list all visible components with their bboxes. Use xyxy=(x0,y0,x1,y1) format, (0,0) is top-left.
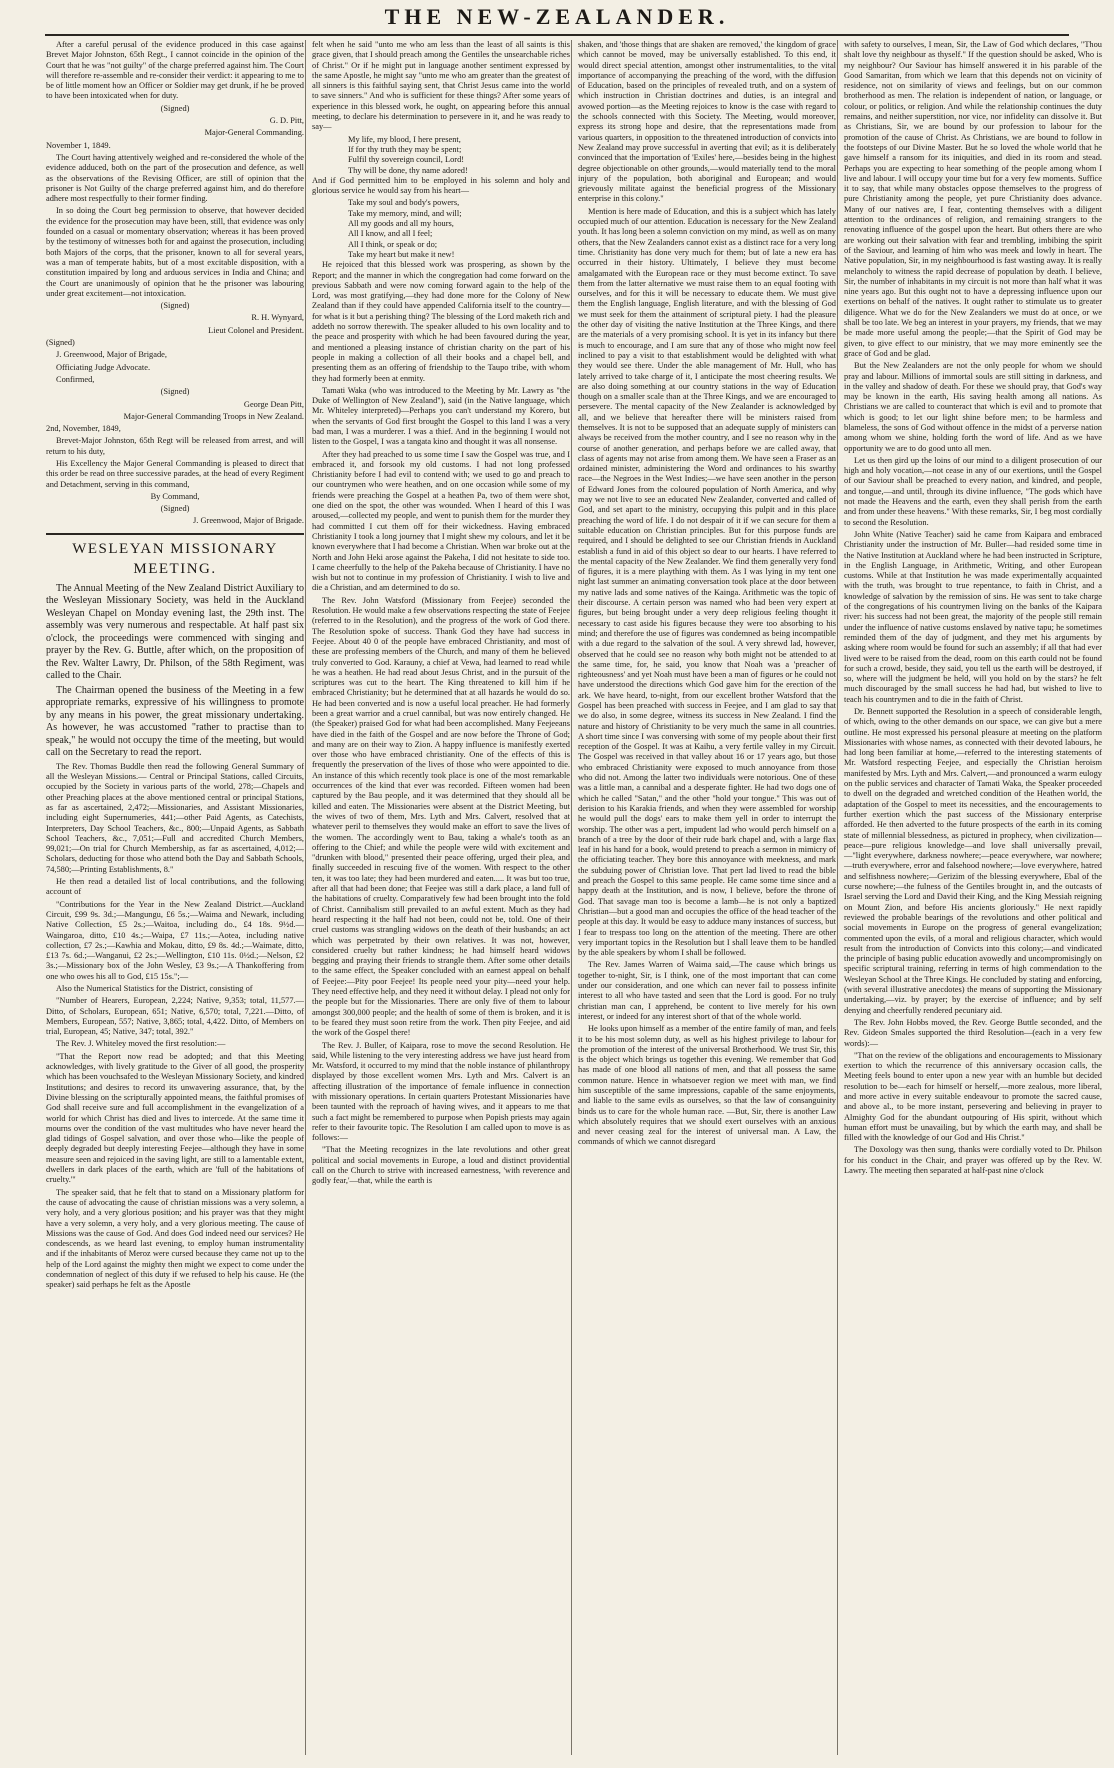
article-paragraph: His Excellency the Major General Commanding is pleased to direct that this order be read on three successive parades, at the head of every Regiment and Detachment, serving in this command, xyxy=(46,458,304,489)
column-4 xyxy=(844,40,1102,1755)
column-1 xyxy=(46,40,304,1755)
masthead xyxy=(0,2,1114,36)
column-2 xyxy=(312,40,570,1755)
section-rule xyxy=(46,533,304,535)
article-paragraph: "That the Report now read be adopted; and that this Meeting acknowledges, with lively gratitude to the Giver of all good, the prosperity which has been vouchsafed to the Wesleyan Missionary Society, and kindred Institutions; and desires to record its unwavering assurance, that, by the Divine blessing on the scripturally appointed means, the faithful promises of God shall receive sure and full accomplishment in the evangelization of a world for which Christ has died and lives to intercede. At the same time it mourns over the condition of the vast multitudes who have never heard the glad tidings of Gospel salvation, and over those who—like the people of deeply degraded but deeply interesting Feejee—although they have in some measure seen and rejoiced in the saving light, are still to a lamentable extent, dwellers in dark places of the earth, which are 'full of the habitations of cruelty.'" xyxy=(46,1051,304,1185)
column-divider xyxy=(305,40,306,1755)
signed-label: (Signed) xyxy=(160,301,190,311)
article-paragraph: Tamati Waka (who was introduced to the Meeting by Mr. Lawry as "the Duke of Wellington of New Zealand"), said (in the Native language, which Mr. Whiteley interpreted)—Perhaps you can't understand my Korero, but when the servants of God first brought the Gospel to this land I was a very bad man, I was a murderer. I was a thief. And in the beginning I would not listen to the Gospel, I was a tangata kino and thought it was all nonsense. xyxy=(312,385,570,447)
dateline: 2nd, November, 1849, xyxy=(46,424,121,434)
signatory-title: Major-General Commanding. xyxy=(204,128,304,138)
signed-label: (Signed) xyxy=(160,387,190,397)
article-paragraph: "Contributions for the Year in the New Zealand District.—Auckland Circuit, £99 9s. 3d.;—Mangungu, £6 5s.;—Waima and Newark, including Native Collection, £5 2s.;—Waitoa, including do., £4 18s. 9½d.—Waingaroa, ditto, £10 4s.;—Waipa, £7 11s.;—Aotea, including native collection, £7 2s.;—Kawhia and Mokau, ditto, £9 8s. 4d.;—Waimate, ditto, £13 7s. 6d.;—Wanganui, £2 2s.;—Wellington, £10 11s. 0½d.;—Nelson, £2 3s.;—Missionary box of the John Wesley, £3 9s.;—A Thankoffering from one who owes his all to God, £15 15s.";— xyxy=(46,899,304,981)
verse-line: All my goods and all my hours, xyxy=(348,219,454,229)
signed-label: (Signed) xyxy=(160,504,190,514)
verse-line: Take my memory, mind, and will; xyxy=(348,208,462,218)
article-paragraph: Also the Numerical Statistics for the District, consisting of xyxy=(56,984,253,993)
confirmed-label: Confirmed, xyxy=(56,374,95,384)
article-paragraph: The Rev. J. Buller, of Kaipara, rose to move the second Resolution. He said, While listening to the very interesting address we have just heard from Mr. Watsford, it occurred to my mind that the noble instance of philanthropy displayed by those excellent women Mrs. Lyth and Mrs. Calvert is an affecting illustration of the importance of female influence in connection with missionary operations. In certain quarters Protestant Missionaries have been taunted with the reproach of having wives, and it appears to me that such a fact might be remembered to purpose when Popish priests may again refer to their favourite topic. The Resolution I am called upon to move is as follows:— xyxy=(312,1040,570,1143)
article-paragraph: "That on the review of the obligations and encouragements to Missionary exertion to which the recurrence of this anniversary occasion calls, the Meeting feels bound to enter upon a new year with an humble but decided resolution to be—each for himself or herself,—more zealous, more liberal, and more active in every suitable endeavour to promote the sacred cause, and above al., to be more instant, persevering and believing in prayer to Almighty God for the abundant outpouring of His spirit, without which human effort must be unavailing, but by which the earth may, and shall be filled with the knowledge of our God and His Christ." xyxy=(844,1050,1102,1143)
signatory-title: Officiating Judge Advocate. xyxy=(56,362,151,372)
article-paragraph: The Rev. John Watsford (Missionary from Feejee) seconded the Resolution. He would make a few observations respecting the state of Feejee (referred to in the Resolution), and the progress of the work of God there. The Resolution spoke of success. Thank God they have had success in Feejee. About 40 0 of the people have embraced Christianity, and most of these are professing members of the Church, and many of them he believed truly converted to God. Karauny, a chief at Vewa, had learned to read while he was a heathen. He had read about Jesus Christ, and in the pursuit of the scriptures was cut to the heart. The King threatened to kill him if he embraced Christianity; but he determined that at all hazards he would do so. He had been converted and is now a useful local preacher. He had formerly been a great warrior and a cruel cannibal, but was now entirely changed. He (the Speaker) praised God for what had been accomplished. Many Feejeeans have died in the faith of the Gospel and are now before the Throne of God; and many are on their way to Zion. A happy influence is manifestly exerted over those who have embraced christianity. One of the effects of this is frequently the preservation of the lives of those who were appointed to die. An instance of this which recently took place is one of the most remarkable occurrences of the kind that ever was recorded. Fifteen women had been captured by the Bau people, and it was determined that they should all be killed and eaten. The Missionaries were absent at the District Meeting, but the wives of two of them, Mrs. Lyth and Mrs. Calvert, resolved that at whatever peril to themselves they would make an effort to save the lives of the women. The accordingly went to Bau, taking a whale's tooth as an offering to the Chief; and while the people were wild with excitement and "drunken with blood," presented their peace offering, urged their plea, and finally succeeded in rescuing five of the women. With respect to the other ten, it was too late; they had been murdered and eaten..... It was but too true, after all that had been done; that Feejee was still a dark place, a land full of the habitations of cruelty. Comparatively few had been brought into the fold of Christ. Cannibalism still prevailed to an awful extent. Much as they had heard respecting it the half had not been, could not be, told. One of their cruel customs was strangling widows on the death of their husbands; an act which was perpetrated by their own relatives. It was not, however, considered cruelty but rather kindness; he had himself heard widows begging and praying their friends to strangle them. After some other details to the same effect, the Speaker concluded with an earnest appeal on behalf of Feejee:—Pity poor Feejee! Its people need your pity—need your help. They need effective help, and they need it without delay. I plead not only for the people but for the Missionaries. There are only five of them to labour amongst 300,000 people; and the health of some of them is broken, and it is to be feared they must soon retire from the work. Then pity Feejee, and aid the work of the Gospel there! xyxy=(312,595,570,1038)
by-command-label: By Command, xyxy=(150,491,200,501)
verse-line: My life, my blood, I here present, xyxy=(348,134,461,144)
article-paragraph: The Rev. Thomas Buddle then read the following General Summary of all the Wesleyan Missions.— Central or Principal Stations, called Circuits, occupied by the Society in various parts of the world, 278;—Chapels and other Preaching places at the above mentioned central or principal Stations, as far as ascertained, 2,472;—Missionaries, and Assistant Missionaries, including eight Supernumeries, 441;—other Paid Agents, as Catechists, Interpreters, Day School Teachers, &c., 800;—Unpaid Agents, as Sabbath School Teachers, &c., 7,051;—Full and accredited Church Members, 99,021;—On trial for Church Membership, as far as ascertained, 4,012;—Scholars, deducting for those who attend both the Day and Sabbath Schools, 74,580;—Printing Establishments, 8." xyxy=(46,761,304,874)
signatory-name: R. H. Wynyard, xyxy=(251,313,304,323)
column-divider xyxy=(837,40,838,1755)
article-paragraph: John White (Native Teacher) said he came from Kaipara and embraced Christianity under the instruction of Mr. Buller—had resided some time in the Native Institution at Auckland where he had been instructed in Scripture, in the English Language, in Arithmetic, Writing, and other European customs. While at that Institution he was made experimentally acquainted with the truth, was brought to true repentance, to faith in Christ, and a knowledge of salvation by the remission of sins. He was sent to take charge of the congregations of his countrymen living on the banks of the Kaipara river: his success had not been great, the majority of the people still remain under the influence of native customs enslaved by native tapu; he sometimes reminded them of the day of judgment, and they met his arguments by asking where room would be found for such an assembly; if all that had ever lived were to be raised from the dead, room on this earth could not be found for such a crowd, beside, they said, you tell us the earth will be destroyed, if so, where will the judgment be held, will you hold on by the stars? he felt much discouraged by the small success he had had, but wished to live to teach his countrymen and to die in the faith of Christ. xyxy=(844,529,1102,704)
signatory-title: Major-General Commanding Troops in New Zealand. xyxy=(123,411,304,421)
dateline: November 1, 1849. xyxy=(46,140,111,150)
signed-label: (Signed) xyxy=(160,103,190,113)
article-paragraph: The Rev. James Warren of Waima said,—The cause which brings us together to-night, Sir, is I think, one of the most important that can come under our consideration, and one which can never fail to possess infinite interest to all who have tasted and seen that the Lord is good. For no truly christian man can, I apprehend, be content to live merely for his own interest, or indeed for any interest short of that of the whole world. xyxy=(578,960,836,1021)
column-3 xyxy=(578,40,836,1755)
article-paragraph: with safety to ourselves, I mean, Sir, the Law of God which declares, "Thou shalt love thy neighbour as thyself." If the question should be asked, Who is my neighbour? Our Saviour has himself answered it in his parable of the Good Samaritan, from which we learn that this depends not on vicinity of residence, not on similarity of views and feelings, but on our common brotherhood as men. The relation is independent of nation, or language, or colour, or politics, or religion. And while the relationship continues the duty remains, and neither superstition, nor vice, nor infidelity can dissolve it. But as Christians, Sir, we are bound by our profession to labour for the promotion of the cause of Christ. As Christians, we are bound to follow in the footsteps of our Divine Master. But he so loved the whole world that he gave himself a ransom for its iniquities, and died in its room and stead. Perhaps you are expecting to hear something of the people among whom I live and labour. I will occupy your time but for a very few moments. Suffice it to say, that while many obstacles oppose themselves to the progress of pure Christianity among the people, yet pure Christianity does advance. Many of our natives are, I fear, contenting themselves with a diligent attention to the ordinances of religion, and remaining strangers to the renovating influence of the gospel upon the heart. But others there are who are working out their salvation with fear and trembling, imbibing the spirit of the Saviour, and learning of him who was meek and lowly in heart. The Native population, Sir, in my neighbourhood is fast wasting away. It is really melancholy to witness the rapid decrease of population by death. I believe, Sir, the number of inhabitants in my circuit is not more than half what it was nine years ago. But this ought not to have a depressing influence upon our exertions on behalf of the natives. It ought rather to stimulate us to greater diligence. What we do for the New Zealanders we must do at once, or we shall be too late. We beg an interest in your prayers, my friends, that we may be made more useful among the people;—that the Spirit of God may be given, to give effect to our ministry, that we may more eminently see the grace of God and be glad. xyxy=(844,40,1102,358)
signatory-name: George Dean Pitt, xyxy=(243,399,304,409)
signed-label: (Signed) xyxy=(46,338,75,348)
article-paragraph: After a careful perusal of the evidence produced in this case against Brevet Major Johnston, 65th Regt., I cannot coincide in the opinion of the Court that he was "not guilty" of the charge preferred against him. The Court will therefore re-assemble and re-consider their verdict: it appearing to me to be of little moment how an Officer or Soldier may get drunk, if he be proved to have been intoxicated when for duty. xyxy=(46,40,304,101)
verse-line: All I know, and all I feel; xyxy=(348,229,433,239)
article-paragraph: shaken, and 'those things that are shaken are removed,' the kingdom of grace which cannot be moved, may be universally established. To this end, it would direct special attention, amongst other instrumentalities, to the vital importance of accompanying the preaching of the word, with the diffusion of Education, based on the principles of revealed truth, and on a system of which instruction in Christian doctrines and duties, is an integral and avowed portion—as the Meeting rejoices to know is the case with regard to the schools connected with this Society. The Meeting, would moreover, express its strong hope and desire, that the representations made from various quarters, in opposition to the threatened introduction of convicts into New Zealand may prove successful in averting that evil; as it is deliberately convinced that the importation of 'Exiles' here,—besides being in the highest degree objectionable on other grounds,—would materially tend to the moral injury of the population, both aboriginal and European; and would grievously militate against the beneficial progress of the Missionary enterprise in this colony." xyxy=(578,40,836,204)
signatory-name: G. D. Pitt, xyxy=(269,116,304,126)
article-paragraph: The Doxology was then sung, thanks were cordially voted to Dr. Philson for his conduct in the Chair, and prayer was offered up by the Rev. W. Lawry. The meeting then separated at half-past nine o'clock xyxy=(844,1145,1102,1176)
masthead-rule xyxy=(45,34,1069,36)
court-martial-article xyxy=(46,40,304,527)
verse-line: Fulfil thy sovereign council, Lord! xyxy=(348,155,465,165)
article-paragraph: Brevet-Major Johnston, 65th Regt will be released from arrest, and will return to his duty, xyxy=(46,436,304,456)
article-paragraph: The Court having attentively weighed and re-considered the whole of the evidence adduced, both on the part of the prosecution and defence, as well as the observations of the Revising Officer, are still of opinion that the prisoner is Not Guilty of the charge preferred against him, and do therefore adhere most respectfully to their former finding. xyxy=(46,152,304,204)
article-paragraph: "Number of Hearers, European, 2,224; Native, 9,353; total, 11,577.—Ditto, of Scholars, European, 651; Native, 6,570; total, 7,221.—Ditto, of Members, European, 557; Native, 3,865; total, 4,422. Ditto, of Members on trial, European, 45; Native, 347; total, 392." xyxy=(46,996,304,1037)
verse-line: Thy will be done, thy name adored! xyxy=(348,165,468,175)
verse-line: Take my soul and body's powers, xyxy=(348,198,460,208)
article-paragraph: The speaker said, that he felt that to stand on a Missionary platform for the cause of advocating the cause of christian missions was a very solemn, a very holy, and a very glorious position; and his prayer was that they might have a very solemn, a very holy, and a very glorious meeting. The cause of Missions was the cause of God. And does God indeed need our services? He condescends, as we heard last evening, to employ human instrumentality and if the inhabitants of Meroz were cursed because they came not up to the help of the Lord against the mighty then might we expect to come under the condemnation of neglect of this duty if we refused to help his cause. He (the speaker) said perhaps he felt as the Apostle xyxy=(46,1187,304,1290)
article-paragraph: After they had preached to us some time I saw the Gospel was true, and I embraced it, and forsook my old customs. I had not long professed Christianity before I had evil to contend with; we used to go and preach to our countrymen who were heathen, and on one occasion while some of my friends were preaching the Gospel at a heathen Pa, two of them were shot, one died on the spot, the other was wounded. When I heard of this I was aroused,—collected my people, and went to punish them for the murder they had committed I cut them off for their wickedness. Having embraced Christianity I took a long journey that I might shew my colours, and let it be known everywhere that I had become a Christian. When war broke out at the North and John Heki arose against the Pakeha, I did not hesitate to side too. I came cheerfully to the help of the Pakeha because of Christianity. I have no wish but not to continue in my profession of Christianity. I wish to live and die a Christian, and am determined to do so. xyxy=(312,449,570,593)
article-paragraph: Dr. Bennett supported the Resolution in a speech of considerable length, of which, owing to the other demands on our space, we can give but a mere outline. He most expressed his personal pleasure at meeting on the platform Missionaries with whose names, as connected with their devoted labours, he had long been familiar at home,—referred to the interesting statements of Mr. Watsford respecting Feejee, and especially the Christian heroism manifested by Mrs. Lyth and Mrs. Calvert,—and pronounced a warm eulogy on the public services and character of Tamati Waka, the Speaker proceeded to dwell on the degraded and wretched condition of the Heathen world, the adaptation of the Gospel to meet its necessities, and the encouragements to further exertion which the past success of the Missionary enterprise afforded. He then adverted to the future prospects of the earth in its coming state of millennial blessedness, as pictured in prophecy, when civilization—peace—pure religious knowledge—and love shall universally prevail,—"light everywhere, darkness nowhere;—peace everywhere, war nowhere;—truth everywhere, error and falsehood nowhere;—love everywhere, hatred and selfishness nowhere;—Gerizim of the blessing everywhere, Ebal of the curse nowhere;—the fulness of the Gentiles brought in, and the outcasts of Israel serving the Lord and David their King, and the King Messiah reigning on Mount Zion, and before His ancients gloriously." He next rapidly reviewed the probable bearings of the revolutions and other political and social movements in Europe on the progress of general evangelization; commented upon the evils, of a moral and religious character, which would result from the introduction of Convicts into this colony;—and vindicated the principle of basing public education avowedly and uncompromisingly on specific scriptural training, referring in terms of high commendation to the Wesleyan School at the Three Kings. He concluded by stating and enforcing, (with several illustrative anecdotes) the means of supporting the Missionary undertaking,—viz. by prayer; by the exercise of influence; and by self denying and cheerfully rendered pecuniary aid. xyxy=(844,707,1102,1015)
article-paragraph: The Annual Meeting of the New Zealand District Auxiliary to the Wesleyan Missionary Society, was held in the Auckland Wesleyan Chapel on Monday evening last, the 29th inst. The assembly was very numerous and respectable. At half past six o'clock, the proceedings were commenced with singing and prayer by the Rev. G. Buttle, after which, on the proposition of the Rev. Walter Lawry, Dr. Philson, of the 58th Regiment, was called to the Chair. xyxy=(46,582,304,682)
article-heading: WESLEYAN MISSIONARY MEETING. xyxy=(72,540,278,577)
article-paragraph: And if God permitted him to be employed in his solemn and holy and glorious service he would say from his heart— xyxy=(312,175,570,196)
article-paragraph: Let us then gird up the loins of our mind to a diligent prosecution of our high and holy vocation,—not cease in any of our exertions, until the Gospel of our Saviour shall be preached to every nation, and kindred, and people, and tongue,—and until, through its divine influence, "The gods which have not made the Heavens and the earth, even they shall perish from the earth and from under these heavens." With these remarks, Sir, I beg most cordially to second the Resolution. xyxy=(844,455,1102,527)
article-paragraph: "That the Meeting recognizes in the late revolutions and other great political and social movements in Europe, a loud and distinct providential call on the Church to strive with increased earnestness, 'with reverence and godly fear,'—that, while the earth is xyxy=(312,1145,570,1186)
article-paragraph: He rejoiced that this blessed work was prospering, as shown by the Report; and the manner in which the congregation had come forward on the previous Sabbath and were now coming forward again to the help of the Lord, was most gratifying,—they had done more for the Colony of New Zealand than if they could have appended California itself to the country—for what is it but a perishing thing? The blessing of the Lord maketh rich and addeth no sorrow therewith. The speaker alluded to his own locality and to the peace and prosperity with which he had been favoured during the year, and mentioned a pleasing instance of christian charity on the part of his people in making a collection of all their books and a chapel bell, and presenting them as an offering of friendship to the Taupo tribe, with whom they had formerly been at enmity. xyxy=(312,260,570,383)
signatory-title: Lieut Colonel and President. xyxy=(208,325,304,335)
signatory-name: J. Greenwood, Major of Brigade, xyxy=(56,350,167,360)
column-divider xyxy=(571,40,572,1755)
article-paragraph: In so doing the Court beg permission to observe, that however decided the evidence for the prosecution may have been, still, that evidence was only founded on a casual or momentary observation; whereas it has been proved by the testimony of witnesses both for and against the prosecution, including both Majors of the corps, that the prisoner, known to all for several years, was a man of temperate habits, but of a most excitable disposition, with a constitution impaired by long and arduous services in India and China; and the Court are unanimously of opinion that he the prisoner was labouring under great excitement—not intoxication. xyxy=(46,206,304,298)
verse-line: All I think, or speak or do; xyxy=(348,239,438,249)
article-paragraph: felt when he said "unto me who am less than the least of all saints is this grace given, that I should preach among the Gentiles the unsearchable riches of Christ." Or if he might put in language another sentiment expressed by the same Apostle, he might say "unto me who am greater than the greatest of all sinners is this faithful saying sent, that Christ Jesus came into the world to save sinners." And who is sufficient for these things? After some years of experience in this blessed work, he ought, on appearing before this annual meeting, to declare his determination to persevere in it, and he was ready to say— xyxy=(312,40,570,132)
article-paragraph: The Chairman opened the business of the Meeting in a few appropriate remarks, expressive of his willingness to promote by any means in his power, the great missionary undertaking. As however, he was accustomed "rather to practise than to speak," he would not occupy the time of the meeting, but would call on the Secretary to read the report. xyxy=(46,684,304,759)
article-paragraph: The Rev. John Hobbs moved, the Rev. George Buttle seconded, and the Rev. Gideon Smales supported the third Resolution—(each in a very few words):— xyxy=(844,1017,1102,1048)
verse-line: If for thy truth they may be spent; xyxy=(348,144,462,154)
article-paragraph: He looks upon himself as a member of the entire family of man, and feels it to be his most solemn duty, as well as his highest privilege to labour for the promotion of the interest of the universal Brotherhood. We trust Sir, this is the object which brings us together this evening. We remember that God has made of one blood all nations of men, and that all possess the same common nature. Hence in whatsoever region we meet with man, we find him susceptible of the same impressions, capable of the same enjoyments, and liable to the same evils as ourselves, so that the law of consanguinity binds us to care for the whole human race. —But, Sir, there is another Law which absolutely requires that we should exert ourselves with an anxious and never ceasing zeal for the interest of universal man. A Law, the commands of which we cannot disregard xyxy=(578,1024,836,1147)
article-paragraph: But the New Zealanders are not the only people for whom we should pray and labour. Millions of immortal souls are still sitting in darkness, and in the valley and shadow of death. For these we should pray, that God's way may be known in the earth, His saving health among all nations. As Christians we are called to counteract that which is evil and to promote that which is good; to let our light shine before men; to be harmless and blameless, the sons of God without offence in the midst of a perverse nation among whom we shine, holding forth the word of life. And as we have opportunity we are to do good unto all men. xyxy=(844,361,1102,453)
verse-line: Take my heart but make it new! xyxy=(348,249,455,259)
article-paragraph: The Rev. J. Whiteley moved the first resolution:— xyxy=(56,1039,226,1049)
signatory-name: J. Greenwood, Major of Brigade. xyxy=(193,516,304,526)
newspaper-title: THE NEW-ZEALANDER. xyxy=(384,4,730,29)
article-paragraph: Mention is here made of Education, and this is a subject which has lately occupied much of our attention. Education is necessary for the New Zealand youth. It has long been a solemn conviction on my mind, as well as on many others, that the New Zealanders cannot exist as a distinct race for a very long time. Christianity has done very much for them; but of late a new era has occurred in their history. Ultimately, I believe they must become amalgamated with the European race or they must become extinct. To save them from the latter alternative we must raise them to an equal footing with ourselves, and for this it will be necessary to educate them. We must give them the English language, English literature, and with the blessing of God we must seek for them the attainment of scriptural piety. I had the pleasure the other day of visiting the native Institution at the Three Kings, and there are the materials of a very promising school. It is yet in its infancy but there is much to encourage, and I am sure that any of those who might now feel inclined to pay a visit to that establishment would be delighted with what they would see there. Under the able management of Mr. Hull, who has lately arrived to take charge of it, I anticipate the most cheering results. We are also doing something at our country stations in the way of Education though on a smaller scale than at the Three Kings, and we are encouraged to persevere. The mental capacity of the New Zealander is acknowledged by all, and we believe that hereafter there will be ministers raised from themselves. It is not to be supposed that an adequate supply of ministers can always be received from the mother country, and I see no reason why in the course of another generation, and perhaps before we are called away, that class of agents may not arise from among them. We have seen a Fraser as an ordained minister, administering the Word and ordinances to his swarthy race—the Negroes in the West Indies;—we have seen another in the person of Edward Jones from the coloured population of North America, and why may we not live to see an educated New Zealander, converted and called of God, and set apart to the ministry, occupying this pulpit and in this place preaching the word of life. I do not despair of it if we can secure for them a suitable education on Christian principles. But for this purpose funds are required, and I should be delighted to see our Christian friends in Auckland establish a fund in aid of this object so dear to our hearts. I have referred to the mental capacity of the New Zealander. We find them generally very fond of figures, it is a mere plaything with them. As I was lying in my tent one night last summer an animating conversation took place at the door between my native lads and some natives of the Kainga. Arithmetic was the topic of their discourse. A certain person was named who had been very expert at figures, but being brought under a very deep religious feeling thought it necessary to cast aside his figures because they were too absorbing to his mind; and therefore the use of figures was condemned as being incompatible with a due regard to the salvation of the soul. A very shrewd lad, however, observed that he could see no reason why both might not be attended to at the same time, for, he said, you know that Noah was a 'preacher of righteousness' and yet Noah must have been a man of figures or he could not have understood the directions which God gave him for the erection of the ark. We have heard, to-night, from our excellent brother Watsford that the Gospel has been preached with success in Feejee, and I am glad to say that we do also, in some degree, witness its success in New Zealand. I find the nature and history of Christianity to be very much the same in all countries. A short time since I was conversing with some of my people about their first reception of the Gospel. It was at Kaihu, a very fertile valley in my Circuit. The Gospel was received in that valley about 16 or 17 years ago, but those who embraced Christianity were exposed to much annoyance from those who did not. Among the latter two individuals were notorious. One of these was a little man, a cannibal and a desperate fighter. He had two dogs one of which he called "Satan," and the other "hold your tongue." This was out of derision to his Karakia friends, and when they were assembled for worship he would pull the dogs' ears to make them yell in order to interrupt the worship. The other was a pert, impudent lad who would perch himself on a branch of a tree by the door of their rude bark chapel and, with a large flax leaf in his hand for a book, would pretend to preach a sermon in mimicry of the officiating teacher. They bore this annoyance with meekness, and mark the subduing power of Christian love. That pert lad lived to read the bible and preach the Gospel to this same people. He came some time since and a happy death at the Institution, and is now, I believe, before the throne of God. That savage man too is become a lamb—he is not only a baptized Christian—but a good man and occupies the office of the head teacher of the people at this day. It would be easy to adduce many instances of success, but I fear to trespass too long on the attention of the meeting. There are other very important topics in the Resolution but I shall leave them to be handled by the able speakers by whom I shall be followed. xyxy=(578,206,836,958)
article-paragraph: He then read a detailed list of local contributions, and the following account of xyxy=(46,877,304,897)
